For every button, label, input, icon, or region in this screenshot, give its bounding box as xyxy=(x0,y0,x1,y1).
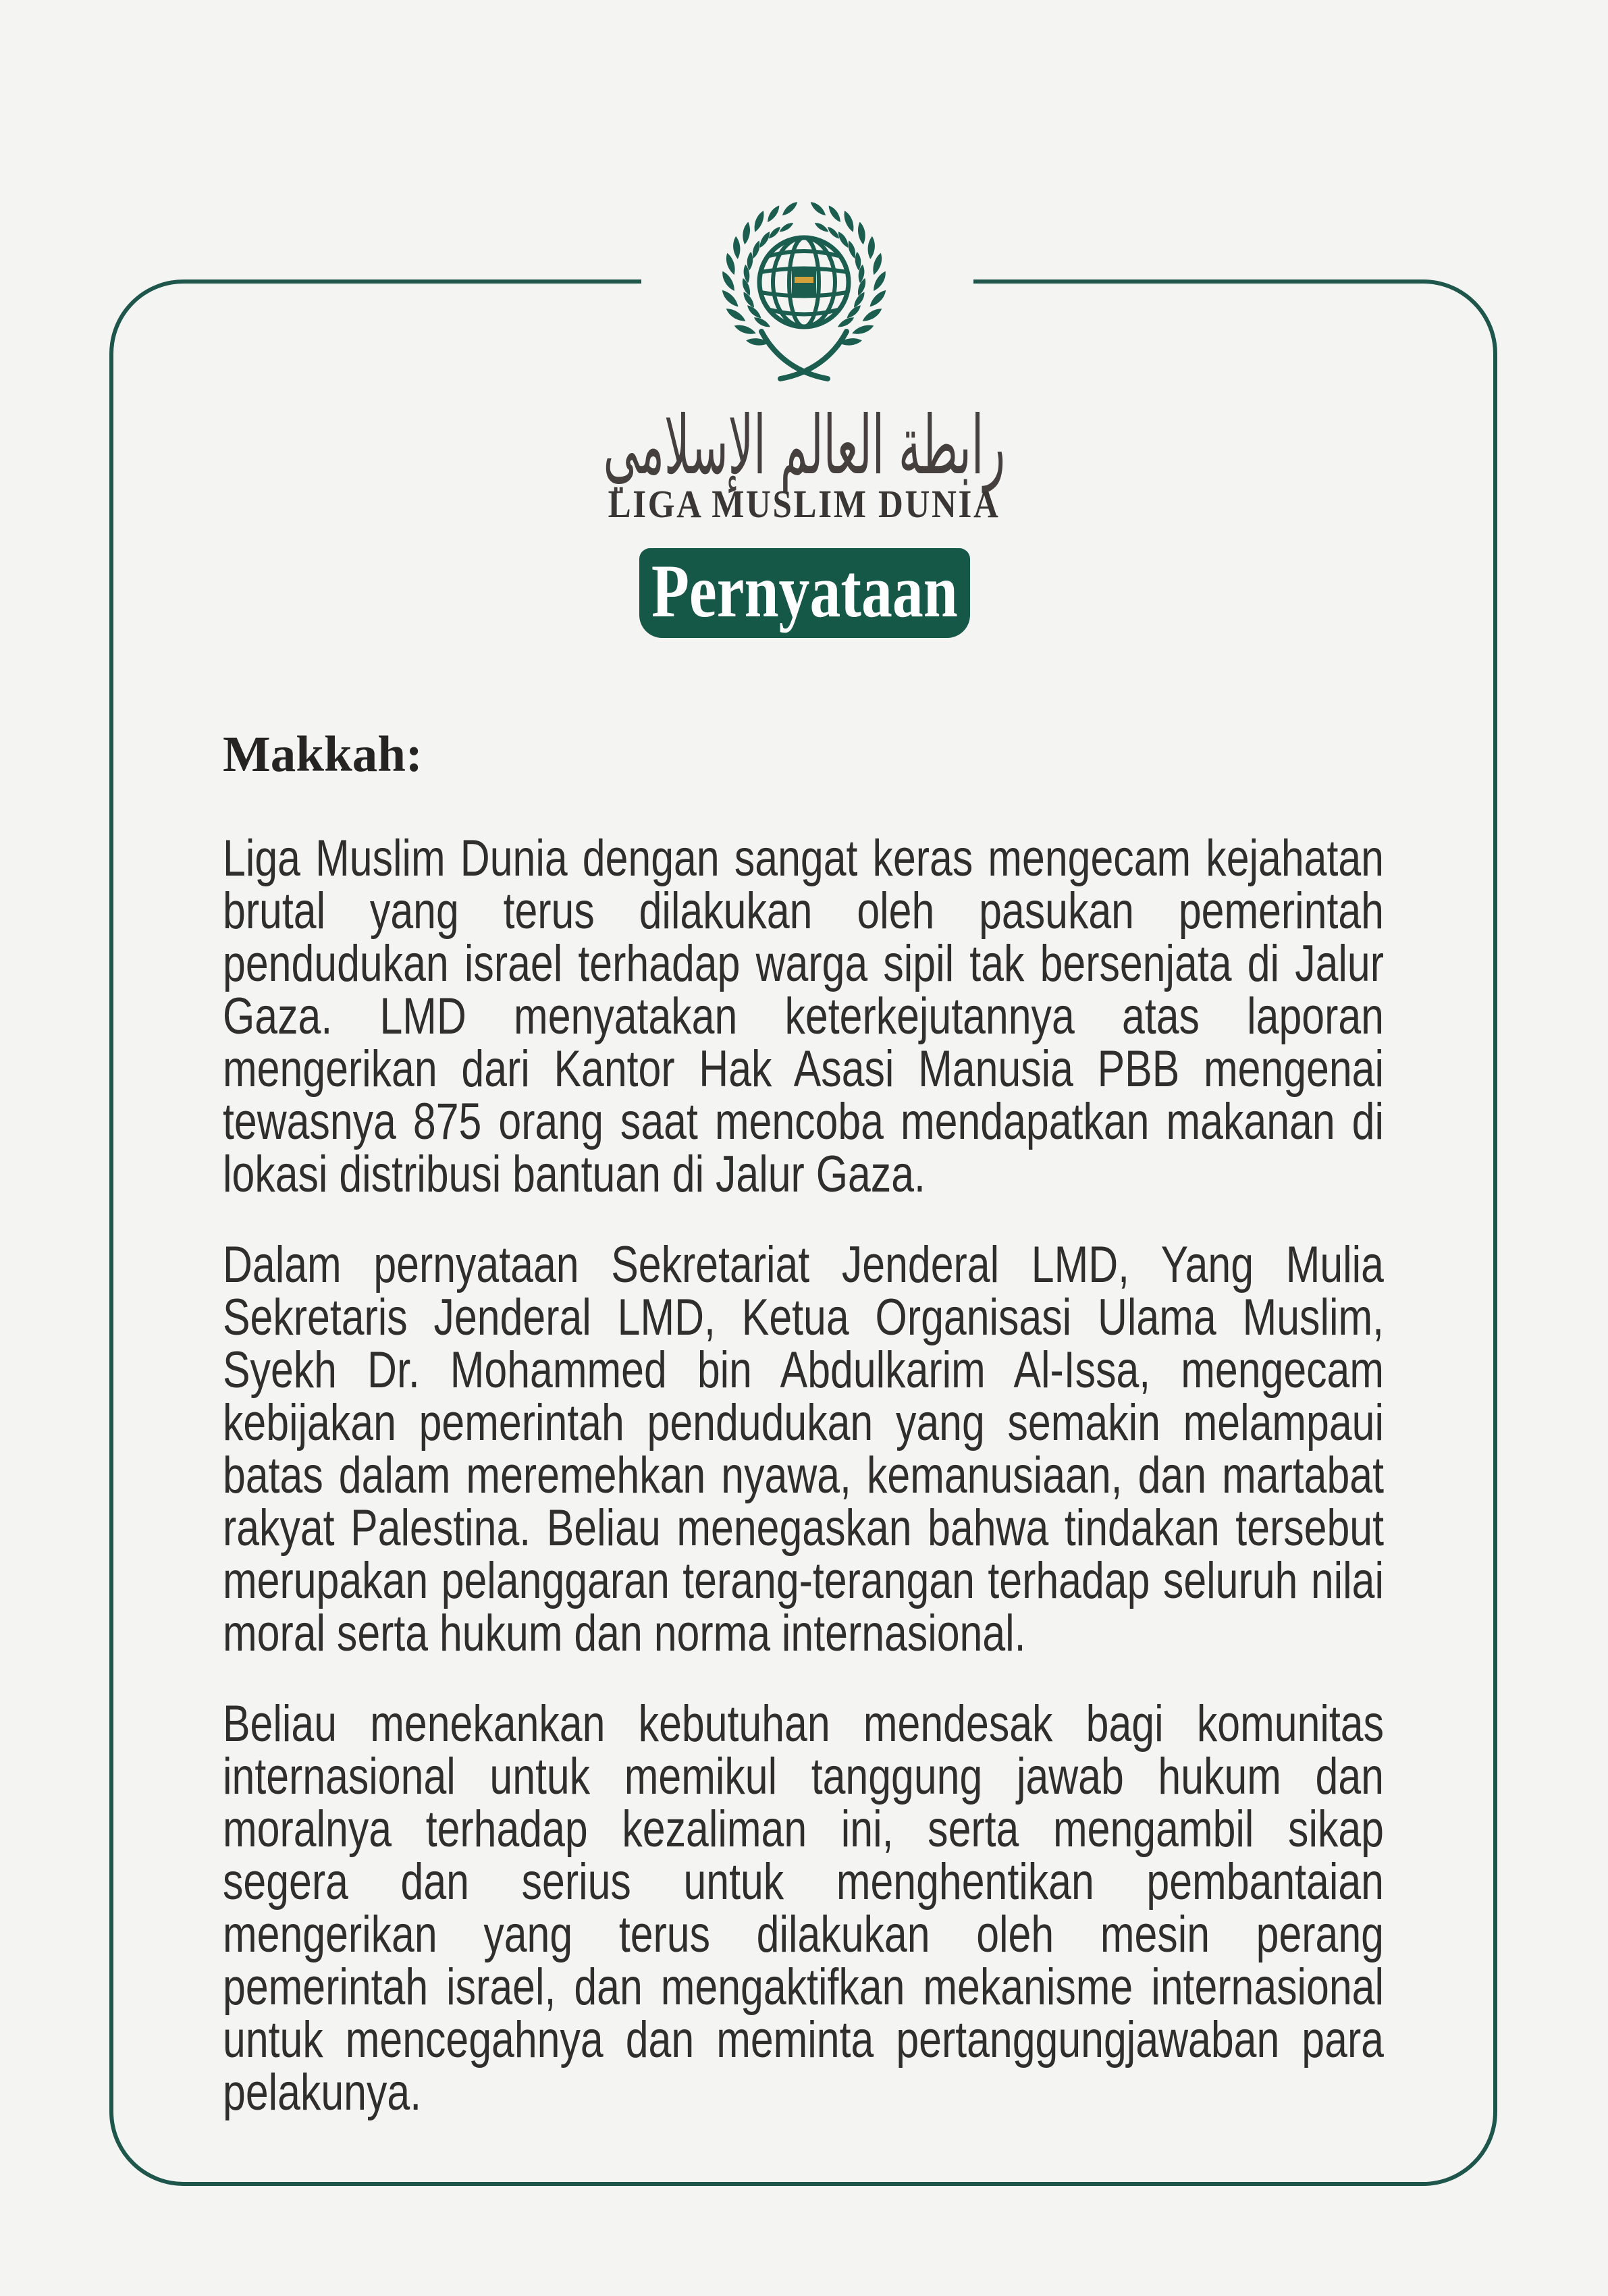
laurel-leaf xyxy=(780,200,800,217)
laurel-leaf xyxy=(741,221,752,245)
laurel-leaf xyxy=(765,204,782,223)
location-heading: Makkah: xyxy=(223,726,423,782)
laurel-leaf xyxy=(732,236,741,259)
org-name-text: LIGA MUSLIM DUNIA xyxy=(608,482,1000,526)
laurel-leaf xyxy=(778,221,795,234)
arabic-calligraphy-text: رابطة العالم الإسلامي xyxy=(603,399,1005,493)
statement-paragraphs xyxy=(223,832,1384,2119)
laurel-leaf xyxy=(845,303,863,321)
laurel-leaf xyxy=(751,209,767,233)
laurel-leaf xyxy=(753,315,772,329)
statement-type-badge xyxy=(639,548,970,638)
laurel-leaf xyxy=(809,200,828,217)
laurel-leaf xyxy=(871,252,884,275)
laurel-leaf xyxy=(867,288,888,309)
statement-body xyxy=(223,724,1385,2157)
laurel-leaf xyxy=(733,322,757,337)
laurel-wreath-globe-icon xyxy=(706,194,902,390)
laurel-leaf xyxy=(867,236,876,259)
laurel-leaf xyxy=(861,306,884,325)
kaaba-icon xyxy=(792,270,816,294)
statement-paragraph-2: Dalam pernyataan Sekretariat Jenderal LMD, Yang Mulia Sekretaris Jenderal LMD, Ketua Organisasi Ulama Muslim, Syekh Dr. Mohammed bin Abdulkarim Al-Issa, mengecam kebijakan pemerintah pendudukan yang semakin melampaui batas dalam meremehkan nyawa, kemanusiaan, dan martabat rakyat Palestina. Beliau menegaskan bahwa tindakan tersebut merupakan pelanggaran terang-terangan terhadap seluruh nilai moral serta hukum dan norma internasional. xyxy=(223,1236,1384,1662)
org-name xyxy=(0,483,1608,525)
statement-paragraph-3: Beliau menekankan kebutuhan mendesak bagi komunitas internasional untuk memikul tanggung jawab hukum dan moralnya terhadap kezaliman ini, serta mengambil sikap segera dan serius untuk menghentikan pembantaian mengerikan yang terus dilakukan oleh mesin perang pemerintah israel, dan mengaktifkan mekanisme internasional untuk mencegahnya dan meminta pertanggungjawaban para pelakunya. xyxy=(223,1695,1384,2121)
laurel-leaf xyxy=(851,322,875,337)
laurel-leaf xyxy=(720,288,740,309)
liga-muslim-dunia-logo xyxy=(706,194,902,390)
laurel-leaf xyxy=(826,204,843,223)
laurel-leaf xyxy=(724,252,737,275)
statement-type-badge-label: Pernyataan xyxy=(651,549,959,633)
statement-paragraph-1: Liga Muslim Dunia dengan sangat keras mengecam kejahatan brutal yang terus dilakukan oleh pasukan pemerintah pendudukan israel terhadap warga sipil tak bersenjata di Jalur Gaza. LMD menyatakan keterkejutannya atas laporan mengerikan dari Kantor Hak Asasi Manusia PBB mengenai tewasnya 875 orang saat mencoba mendapatkan makanan di lokasi distribusi bantuan di Jalur Gaza. xyxy=(223,830,1384,1203)
laurel-leaf xyxy=(836,315,855,329)
laurel-leaf xyxy=(724,306,747,325)
laurel-leaf xyxy=(813,221,830,234)
laurel-leaf xyxy=(856,221,867,245)
laurel-leaf xyxy=(841,209,857,233)
laurel-leaf xyxy=(745,303,763,321)
